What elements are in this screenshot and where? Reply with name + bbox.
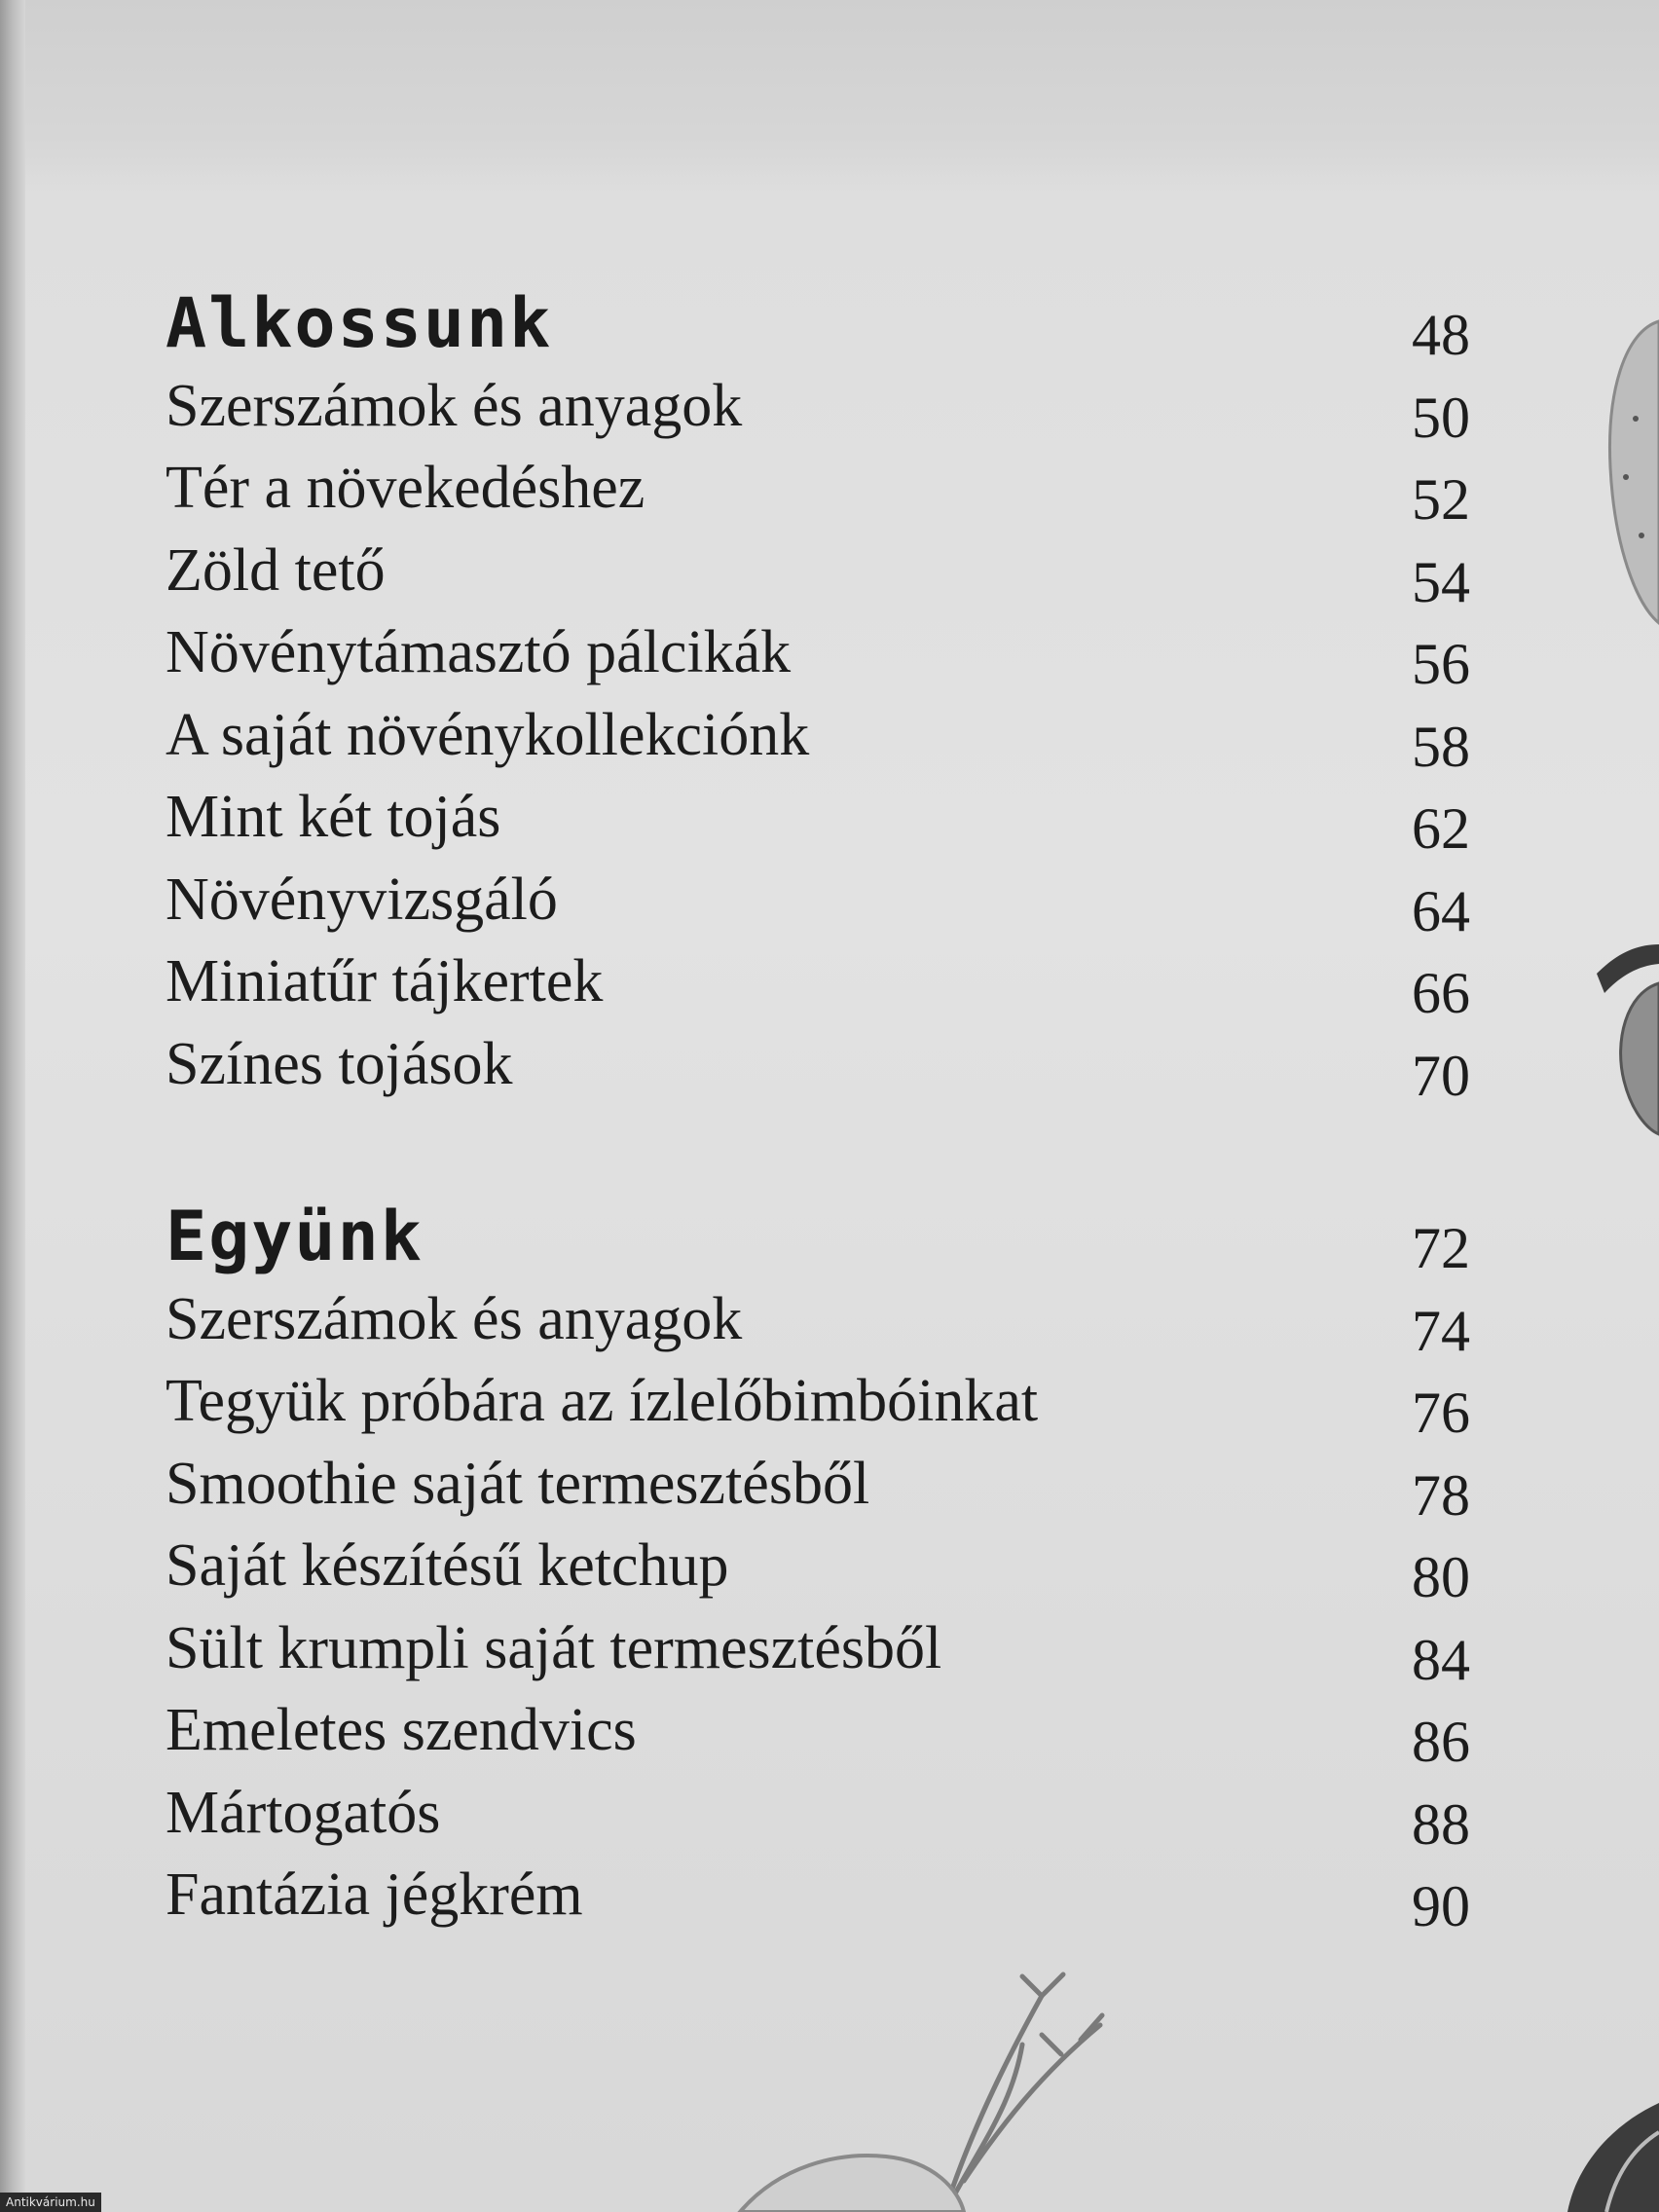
entry-label: Fantázia jégkrém bbox=[166, 1862, 583, 1928]
entry-page-number: 64 bbox=[1412, 878, 1470, 943]
toc-entry bbox=[166, 611, 1470, 694]
toc-entry bbox=[166, 776, 1470, 859]
entry-label: Mint két tojás bbox=[166, 784, 501, 850]
entry-page-number: 76 bbox=[1412, 1381, 1470, 1445]
entry-label: Zöld tető bbox=[166, 536, 386, 604]
entry-page-number: 54 bbox=[1412, 549, 1470, 614]
toc-entry bbox=[166, 530, 1470, 612]
section-title: Alkossunk bbox=[166, 283, 553, 363]
entry-label: Mártogatós bbox=[166, 1779, 441, 1846]
entry-page-number: 80 bbox=[1412, 1545, 1470, 1609]
entry-page-number: 70 bbox=[1412, 1043, 1470, 1108]
toc-entry bbox=[166, 1360, 1470, 1443]
toc-entry bbox=[166, 447, 1470, 530]
entry-page-number: 62 bbox=[1412, 796, 1470, 861]
section-heading-row bbox=[166, 282, 1470, 365]
entry-page-number: 90 bbox=[1412, 1874, 1470, 1938]
entry-label: Színes tojások bbox=[166, 1030, 513, 1097]
section-title: Együnk bbox=[166, 1197, 424, 1276]
toc-entry bbox=[166, 1772, 1470, 1855]
entry-label: Tegyük próbára az ízlelőbimbóinkat bbox=[166, 1368, 1039, 1434]
potato-illustration bbox=[1597, 312, 1659, 633]
entry-page-number: 66 bbox=[1412, 961, 1470, 1025]
toc-entry bbox=[166, 1854, 1470, 1936]
entry-label: Tér a növekedéshez bbox=[166, 455, 645, 521]
entry-label: Miniatűr tájkertek bbox=[166, 948, 604, 1014]
section-page-number: 72 bbox=[1412, 1216, 1470, 1280]
page-top-shadow bbox=[0, 0, 1659, 195]
toc-entry bbox=[166, 940, 1470, 1023]
entry-page-number: 58 bbox=[1412, 714, 1470, 779]
entry-page-number: 84 bbox=[1412, 1627, 1470, 1692]
toc-entry bbox=[166, 1689, 1470, 1772]
toc-entry bbox=[166, 1443, 1470, 1526]
entry-label: Smoothie saját termesztésből bbox=[166, 1450, 870, 1517]
toc-entry bbox=[166, 1525, 1470, 1607]
toc-entry bbox=[166, 859, 1470, 941]
book-spine bbox=[0, 0, 25, 2212]
carrot-illustration bbox=[720, 1957, 1188, 2212]
toc-entry bbox=[166, 1278, 1470, 1361]
entry-label: Sült krumpli saját termesztésből bbox=[166, 1614, 942, 1681]
entry-label: Szerszámok és anyagok bbox=[166, 372, 743, 439]
entry-page-number: 86 bbox=[1412, 1710, 1470, 1774]
entry-page-number: 74 bbox=[1412, 1298, 1470, 1363]
watermark-label: Antikvárium.hu bbox=[0, 2193, 101, 2212]
section-heading-row bbox=[166, 1196, 1470, 1278]
radish-illustration bbox=[1597, 886, 1659, 1139]
section-page-number: 48 bbox=[1412, 303, 1470, 367]
entry-label: Növénytámasztó pálcikák bbox=[166, 619, 792, 685]
entry-page-number: 52 bbox=[1412, 467, 1470, 532]
entry-page-number: 78 bbox=[1412, 1462, 1470, 1528]
leaf-illustration bbox=[1558, 2093, 1659, 2212]
entry-page-number: 56 bbox=[1412, 632, 1470, 696]
entry-label: Szerszámok és anyagok bbox=[166, 1285, 743, 1352]
toc-section-egyunk bbox=[166, 1196, 1470, 1936]
entry-label: Emeletes szendvics bbox=[166, 1697, 637, 1763]
toc-entry bbox=[166, 1023, 1470, 1106]
entry-page-number: 50 bbox=[1412, 385, 1470, 450]
entry-label: Saját készítésű ketchup bbox=[166, 1532, 729, 1599]
toc-entry bbox=[166, 1607, 1470, 1690]
toc-entry bbox=[166, 365, 1470, 448]
entry-label: A saját növénykollekciónk bbox=[166, 701, 810, 768]
toc-entry bbox=[166, 694, 1470, 777]
entry-label: Növényvizsgáló bbox=[166, 866, 558, 933]
entry-page-number: 88 bbox=[1412, 1791, 1470, 1857]
toc-section-alkossunk bbox=[166, 282, 1470, 1108]
